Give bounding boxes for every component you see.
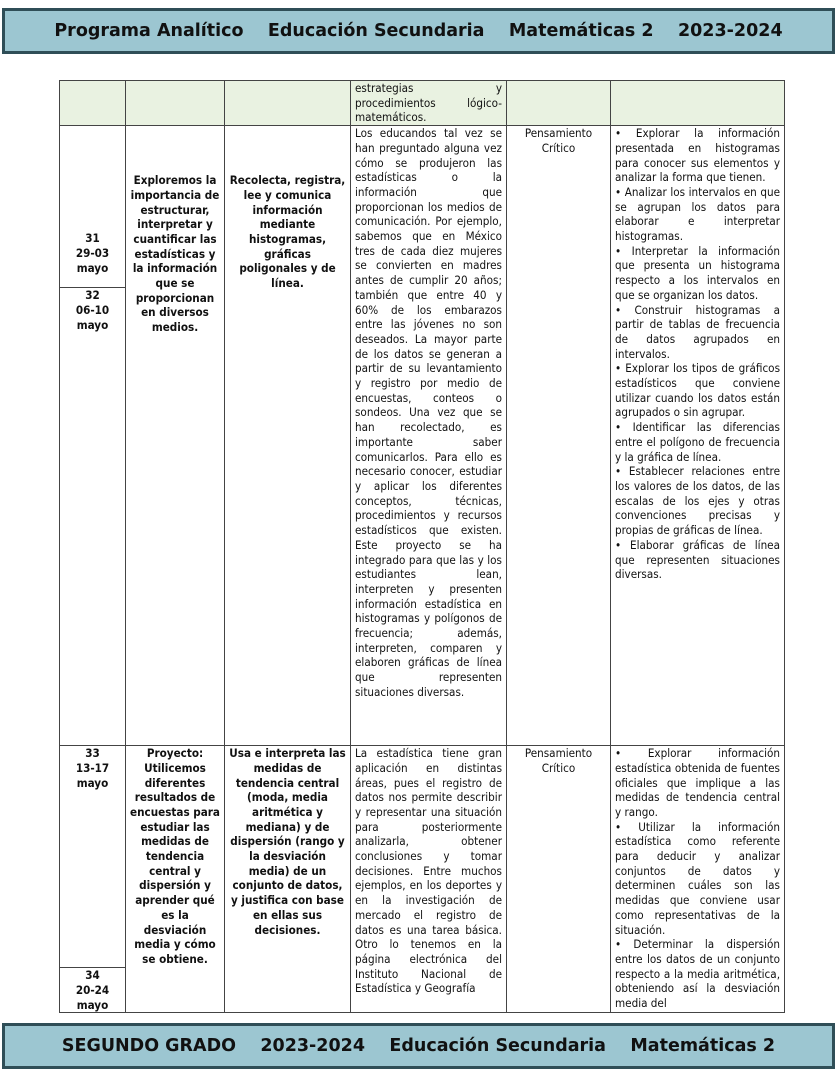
week-cell [60, 126, 126, 288]
pda-cell [611, 81, 785, 126]
content-cell: Recolecta, registra, lee y comunica información mediante histogramas, gráficas poligonales y de línea. [225, 126, 351, 746]
table-row [60, 81, 785, 126]
week-dates: 13-17 [75, 760, 110, 775]
week-cell [60, 81, 126, 126]
week-cell [60, 288, 126, 746]
week-cell [60, 968, 126, 1013]
list-item: • Interpretar la información que presenta un histograma respecto a los intervalos en que se organizan los datos. [615, 243, 780, 302]
project-cell: Proyecto: Utilicemos diferentes resultados de encuestas para estudiar las medidas de tendencia central y dispersión y aprender qué es la desviación media y cómo se obtiene. [126, 746, 225, 1013]
project-cell [126, 81, 225, 126]
footer-banner: SEGUNDO GRADO 2023-2024 Educación Secundaria Matemáticas 2 [2, 1023, 835, 1069]
table-row [60, 126, 785, 288]
list-item: • Explorar los tipos de gráficos estadísticos que conviene utilizar cuando los datos están agrupados o sin agrupar. [615, 361, 780, 420]
list-item: • Explorar información estadística obtenida de fuentes oficiales que implique a las medidas de tendencia central y rango. [615, 746, 780, 819]
program-table [59, 80, 785, 1013]
week-month: mayo [76, 317, 109, 332]
week-dates: 29-03 [75, 245, 110, 260]
header-banner: Programa Analítico Educación Secundaria Matemáticas 2 2023-2024 [2, 8, 835, 54]
week-month: mayo [76, 997, 109, 1012]
list-item: • Utilizar la información estadística como referente para deducir y analizar conjuntos de datos y determinen cuáles son las medidas que conviene usar como representativas de la situación. [615, 819, 780, 937]
content-cell: Usa e interpreta las medidas de tendencia central (moda, media aritmética y mediana) y de dispersión (rango y la desviación media) de un conjunto de datos, y justifica con base en ellas sus decisiones. [225, 746, 351, 1013]
week-dates: 06-10 [75, 302, 110, 317]
list-item: • Explorar la información presentada en histogramas para conocer sus elementos y analizar la forma que tienen. [615, 126, 780, 185]
pda-list [615, 126, 780, 582]
list-item: • Analizar los intervalos en que se agrupan los datos para elaborar e interpretar histogramas. [615, 184, 780, 244]
list-item: • Determinar la dispersión entre los datos de un conjunto respecto a la media aritmética, obteniendo así la desviación media del [615, 937, 780, 1011]
description-cell: estrategias y procedimientos lógico-matemáticos. [351, 81, 507, 126]
week-dates: 20-24 [75, 982, 110, 997]
week-cell [60, 746, 126, 968]
week-month: mayo [76, 260, 109, 275]
list-item: • Construir histogramas a partir de tablas de frecuencia de datos agrupados en intervalos. [615, 302, 780, 361]
project-cell: Exploremos la importancia de estructurar, interpretar y cuantificar las estadísticas y la información que se proporcionan en diversos medios. [126, 126, 225, 746]
description-cell: La estadística tiene gran aplicación en distintas áreas, pues el registro de datos nos permite describir y representar una situación para posteriormente analizarla, obtener conclusiones y tomar decisiones. Entre muchos ejemplos, en los deportes y en la investigación de mercado el registro de datos es una tarea básica. Otro lo tenemos en la página electrónica del Instituto Nacional de Estadística y Geografía [351, 746, 507, 1013]
axis-cell: Pensamiento Crítico [507, 126, 611, 746]
list-item: • Establecer relaciones entre los valores de los datos, de las escalas de los ejes y otras convenciones precisas y propias de gráficas de línea. [615, 464, 780, 538]
list-item: • Identificar las diferencias entre el polígono de frecuencia y la gráfica de línea. [615, 420, 780, 464]
pda-cell [611, 126, 785, 746]
week-number: 32 [85, 288, 100, 303]
pda-cell [611, 746, 785, 1013]
week-number: 34 [85, 968, 100, 983]
list-item: • Elaborar gráficas de línea que representen situaciones diversas. [615, 537, 780, 582]
content-cell [225, 81, 351, 126]
table-row [60, 746, 785, 968]
week-number: 33 [85, 746, 100, 761]
description-cell: Los educandos tal vez se han preguntado alguna vez cómo se produjeron las estadísticas o la información que proporcionan los medios de comunicación. Por ejemplo, sabemos que en México tres de cada diez mujeres se convierten en madres antes de cumplir 20 años; también que entre 40 y 60% de los embarazos entre las jóvenes no son deseados. La mayor parte de los datos se generan a partir de su levantamiento y registro por medio de encuestas, conteos o sondeos. Una vez que se han recolectado, es importante saber comunicarlos. Para ello es necesario conocer, estudiar y aplicar los diferentes conceptos, técnicas, procedimientos y recursos estadísticos que existen. Este proyecto se ha integrado para que las y los estudiantes lean, interpreten y presenten información estadística en histogramas y polígonos de frecuencia; además, interpreten, comparen y elaboren gráficas de línea que representen situaciones diversas. [351, 126, 507, 746]
axis-cell [507, 81, 611, 126]
axis-cell: Pensamiento Crítico [507, 746, 611, 1013]
pda-list [615, 746, 780, 1011]
week-number: 31 [85, 231, 100, 246]
week-month: mayo [76, 775, 109, 790]
